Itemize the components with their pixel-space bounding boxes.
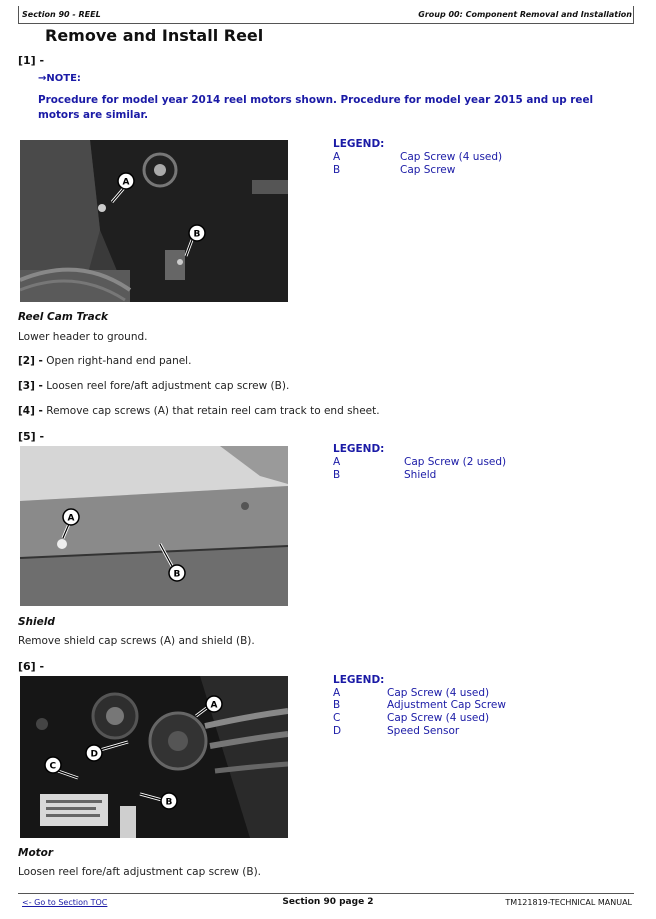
figure1-callout-b: B (193, 229, 201, 240)
header-right-border (633, 6, 634, 24)
figure1-legend-key: B (333, 164, 341, 176)
step-1-number: [1] - (18, 54, 45, 67)
figure2-caption: Shield (18, 616, 55, 628)
figure1-legend-title: LEGEND: (333, 138, 385, 150)
figure2-legend-key: B (333, 469, 341, 481)
figure2-legend-text: Shield (404, 469, 437, 481)
figure2-callout-b: B (173, 569, 181, 580)
group-header: Group 00: Component Removal and Installation (418, 10, 632, 19)
motor-photo (20, 676, 288, 838)
figure2-legend-title: LEGEND: (333, 443, 385, 455)
header-left-border (18, 6, 19, 24)
figure1-caption: Reel Cam Track (18, 311, 108, 323)
figure3-callout-a: A (210, 700, 218, 711)
footer-divider (18, 893, 634, 894)
header-divider (18, 23, 634, 24)
figure3-legend-key: B (333, 699, 341, 711)
section-header: Section 90 - REEL (22, 10, 101, 19)
figure3-callout-d: D (90, 749, 98, 760)
reel-cam-track-photo (20, 140, 288, 302)
page-title: Remove and Install Reel (45, 26, 264, 45)
shield-photo (20, 446, 288, 606)
figure1-instruction: Lower header to ground. (18, 331, 148, 343)
figure1-legend-text: Cap Screw (400, 164, 456, 176)
figure3-legend-key: A (333, 687, 341, 699)
figure2-callout-a: A (67, 513, 75, 524)
figure1-legend-text: Cap Screw (4 used) (400, 151, 503, 163)
figure3-legend-text: Cap Screw (4 used) (387, 712, 490, 724)
step-4: [4] - Remove cap screws (A) that retain reel cam track to end sheet. (18, 405, 380, 417)
note-label: →NOTE: (38, 73, 81, 84)
section-toc-link[interactable]: <- Go to Section TOC (22, 898, 108, 907)
figure3-legend-title: LEGEND: (333, 674, 385, 686)
step-5-number: [5] - (18, 430, 45, 443)
figure3-callout-b: B (165, 797, 173, 808)
figure3-legend-text: Cap Screw (4 used) (387, 687, 490, 699)
figure3-legend-text: Adjustment Cap Screw (387, 699, 506, 711)
step-3: [3] - Loosen reel fore/aft adjustment cap screw (B). (18, 380, 290, 392)
figure3-legend-key: C (333, 712, 341, 724)
figure3-legend-key: D (333, 725, 342, 737)
figure2-legend-text: Cap Screw (2 used) (404, 456, 507, 468)
manual-id: TM121819-TECHNICAL MANUAL (505, 898, 632, 907)
step-6-number: [6] - (18, 660, 45, 673)
figure3-callout-c: C (49, 761, 57, 772)
figure3-instruction: Loosen reel fore/aft adjustment cap screw (B). (18, 866, 262, 878)
figure2-instruction: Remove shield cap screws (A) and shield (B). (18, 635, 255, 647)
figure3-caption: Motor (18, 847, 54, 859)
step-2: [2] - Open right-hand end panel. (18, 355, 192, 367)
figure1-callout-a: A (122, 177, 130, 188)
figure2-legend-key: A (333, 456, 341, 468)
figure3-legend-text: Speed Sensor (387, 725, 460, 737)
note-text: Procedure for model year 2014 reel motors shown. Procedure for model year 2015 and up reel motors are similar. (38, 94, 594, 121)
page-number: Section 90 page 2 (282, 897, 374, 907)
figure1-legend-key: A (333, 151, 341, 163)
